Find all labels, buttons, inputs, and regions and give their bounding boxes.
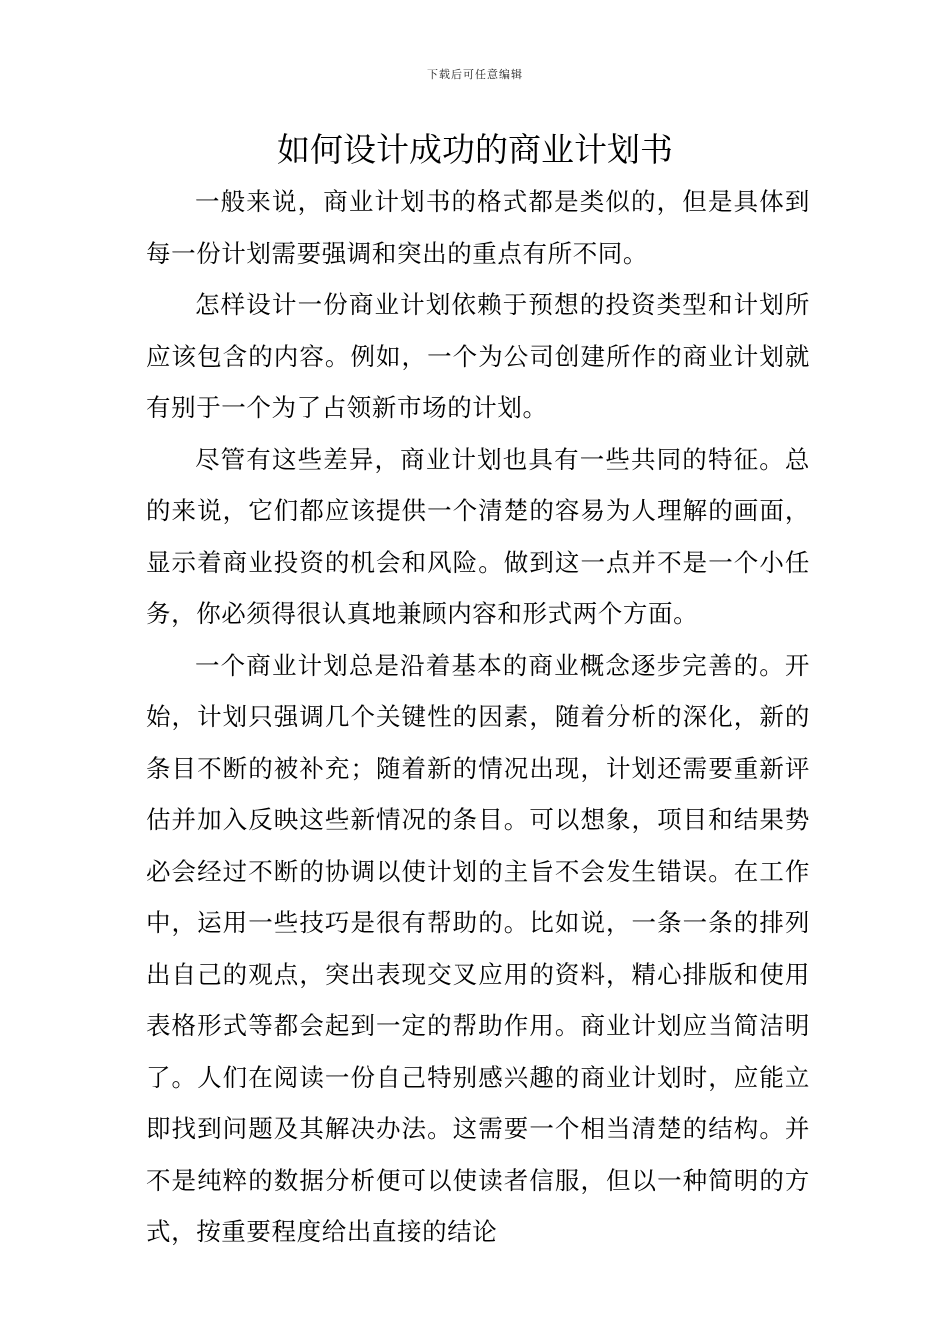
header-note: 下载后可任意编辑 (427, 68, 523, 81)
paragraph-1: 一般来说，商业计划书的格式都是类似的，但是具体到每一份计划需要强调和突出的重点有所不同。 (146, 187, 810, 268)
paragraph-2: 怎样设计一份商业计划依赖于预想的投资类型和计划所应该包含的内容。例如，一个为公司创建所作的商业计划就有别于一个为了占领新市场的计划。 (146, 290, 810, 422)
paragraph-4: 一个商业计划总是沿着基本的商业概念逐步完善的。开始，计划只强调几个关键性的因素，随着分析的深化，新的条目不断的被补充；随着新的情况出现，计划还需要重新评估并加入反映这些新情况的条目。可以想象，项目和结果势必会经过不断的协调以使计划的主旨不会发生错误。在工作中，运用一些技巧是很有帮助的。比如说，一条一条的排列出自己的观点，突出表现交叉应用的资料，精心排版和使用表格形式等都会起到一定的帮助作用。商业计划应当简洁明了。人们在阅读一份自己特别感兴趣的商业计划时，应能立即找到问题及其解决办法。这需要一个相当清楚的结构。并不是纯粹的数据分析便可以使读者信服，但以一种简明的方式，按重要程度给出直接的结论 (146, 650, 810, 1246)
paragraph-3: 尽管有这些差异，商业计划也具有一些共同的特征。总的来说，它们都应该提供一个清楚的容易为人理解的画面，显示着商业投资的机会和风险。做到这一点并不是一个小任务，你必须得很认真地兼顾内容和形式两个方面。 (146, 444, 810, 628)
document-body (146, 176, 810, 1258)
document-title: 如何设计成功的商业计划书 (277, 130, 673, 169)
